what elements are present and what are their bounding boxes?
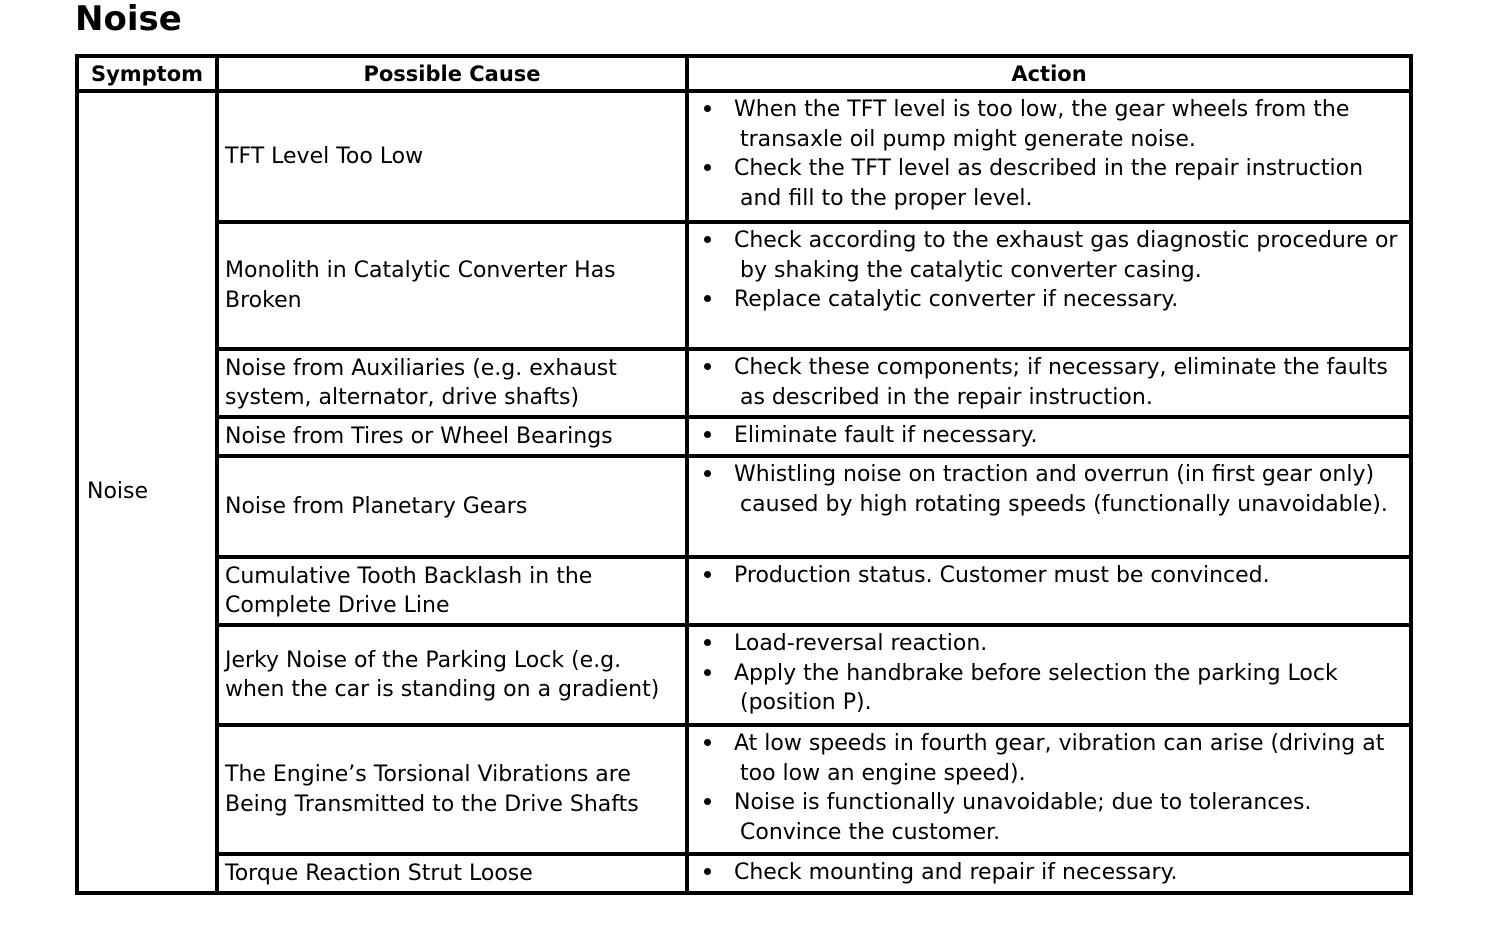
page-title: Noise [75, 0, 182, 39]
cause-cell: Noise from Planetary Gears [217, 456, 687, 557]
bullet-icon [704, 363, 711, 370]
cause-cell: Noise from Tires or Wheel Bearings [217, 417, 687, 456]
bullet-icon [704, 295, 711, 302]
action-item: Load-reversal reaction. [693, 629, 1405, 659]
action-item: Check the TFT level as described in the repair instruction and fill to the proper level. [693, 154, 1405, 213]
bullet-icon [704, 739, 711, 746]
cause-cell: TFT Level Too Low [217, 91, 687, 222]
action-cell [687, 417, 1411, 456]
table-row [77, 557, 1411, 625]
cause-cell: Jerky Noise of the Parking Lock (e.g. when the car is standing on a gradient) [217, 625, 687, 725]
table-row [77, 349, 1411, 417]
table-row [77, 417, 1411, 456]
table-row [77, 725, 1411, 854]
bullet-icon [704, 164, 711, 171]
action-cell [687, 557, 1411, 625]
bullet-icon [704, 470, 711, 477]
action-cell [687, 854, 1411, 893]
header-row [77, 56, 1411, 91]
table-row [77, 222, 1411, 349]
action-item: When the TFT level is too low, the gear wheels from the transaxle oil pump might generate noise. [693, 95, 1405, 154]
header-possible-cause: Possible Cause [217, 56, 687, 91]
action-item: Whistling noise on traction and overrun (in first gear only) caused by high rotating speeds (functionally unavoidable). [693, 460, 1405, 519]
action-cell [687, 91, 1411, 222]
bullet-icon [704, 639, 711, 646]
cause-cell: The Engine’s Torsional Vibrations are Being Transmitted to the Drive Shafts [217, 725, 687, 854]
action-item: Noise is functionally unavoidable; due to tolerances. Convince the customer. [693, 788, 1405, 847]
cause-cell: Torque Reaction Strut Loose [217, 854, 687, 893]
cause-cell: Monolith in Catalytic Converter Has Broken [217, 222, 687, 349]
symptom-cell: Noise [77, 91, 217, 893]
action-cell [687, 625, 1411, 725]
bullet-icon [704, 669, 711, 676]
noise-diagnosis-table [75, 54, 1413, 895]
bullet-icon [704, 571, 711, 578]
bullet-icon [704, 236, 711, 243]
action-item: Check mounting and repair if necessary. [693, 858, 1405, 888]
action-item: Check according to the exhaust gas diagnostic procedure or by shaking the catalytic converter casing. [693, 226, 1405, 285]
action-item: Replace catalytic converter if necessary. [693, 285, 1405, 315]
cause-cell: Cumulative Tooth Backlash in the Complete Drive Line [217, 557, 687, 625]
bullet-icon [704, 868, 711, 875]
bullet-icon [704, 431, 711, 438]
table-row [77, 854, 1411, 893]
bullet-icon [704, 798, 711, 805]
action-cell [687, 725, 1411, 854]
table-row [77, 625, 1411, 725]
action-item: Production status. Customer must be convinced. [693, 561, 1405, 591]
cause-cell: Noise from Auxiliaries (e.g. exhaust system, alternator, drive shafts) [217, 349, 687, 417]
table-row [77, 456, 1411, 557]
action-item: Check these components; if necessary, eliminate the faults as described in the repair instruction. [693, 353, 1405, 412]
action-cell [687, 222, 1411, 349]
action-item: Eliminate fault if necessary. [693, 421, 1405, 451]
action-cell [687, 349, 1411, 417]
action-item: At low speeds in fourth gear, vibration can arise (driving at too low an engine speed). [693, 729, 1405, 788]
header-action: Action [687, 56, 1411, 91]
action-item: Apply the handbrake before selection the parking Lock (position P). [693, 659, 1405, 718]
header-symptom: Symptom [77, 56, 217, 91]
table-row [77, 91, 1411, 222]
bullet-icon [704, 105, 711, 112]
action-cell [687, 456, 1411, 557]
